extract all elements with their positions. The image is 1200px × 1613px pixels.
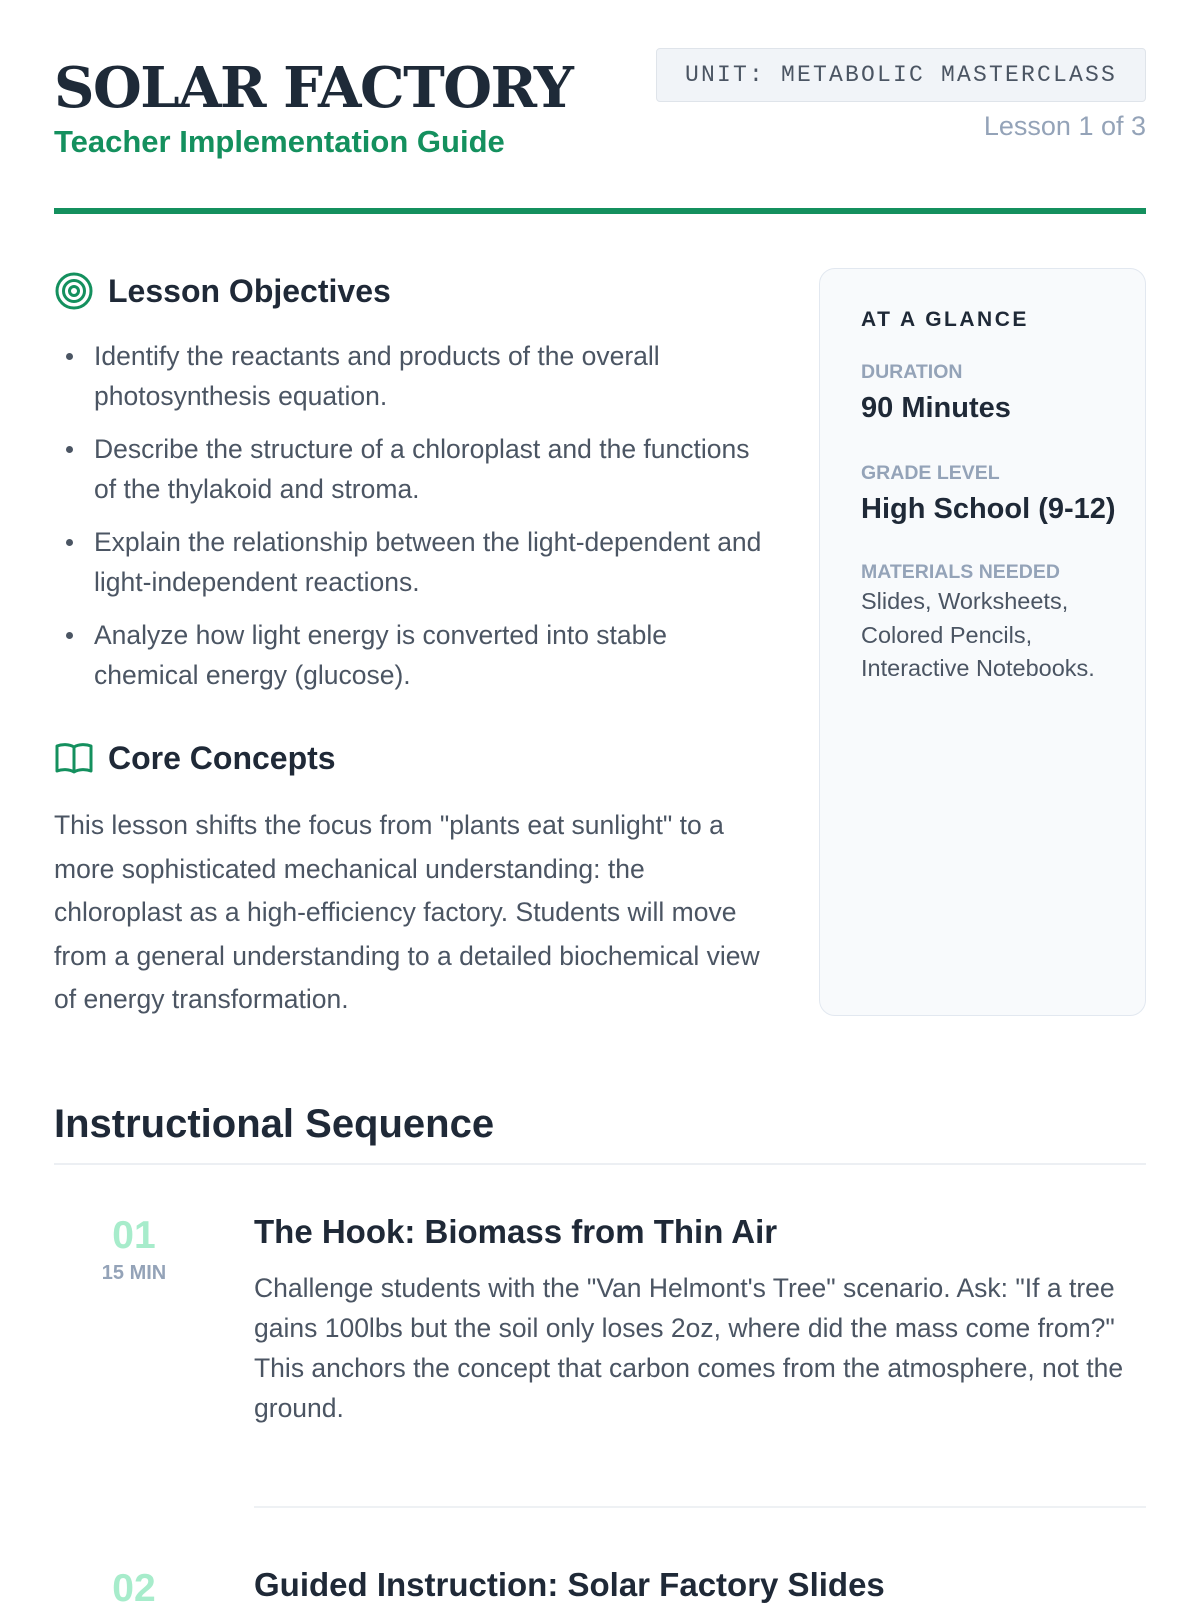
page-title: SOLAR FACTORY	[54, 55, 573, 121]
bullet-icon	[66, 353, 73, 360]
grade-level-label: GRADE LEVEL	[861, 462, 1000, 484]
step-number: 02	[112, 1567, 156, 1610]
duration-value: 90 Minutes	[861, 392, 1011, 424]
book-icon	[54, 738, 94, 778]
core-concepts-text: This lesson shifts the focus from "plants eat sunlight" to a more sophisticated mechanical understanding: the chloroplast as a high-efficiency factory. Students will move from a general understanding to a detailed biochemical view of energy transformation.	[54, 810, 760, 1014]
objective-text: Describe the structure of a chloroplast and the functions of the thylakoid and stroma.	[94, 434, 750, 504]
sequence-divider	[54, 1163, 1146, 1165]
bullet-icon	[66, 632, 73, 639]
materials-value: Slides, Worksheets, Colored Pencils, Interactive Notebooks.	[861, 588, 1095, 681]
list-item	[54, 615, 774, 695]
step-title: Guided Instruction: Solar Factory Slides	[254, 1566, 885, 1603]
header-divider	[54, 208, 1146, 214]
list-item	[54, 336, 774, 416]
core-concepts-header	[54, 733, 774, 783]
glance-title: AT A GLANCE	[861, 308, 1029, 331]
lesson-guide-page	[54, 0, 1146, 1610]
duration-label: DURATION	[861, 361, 963, 383]
bullet-icon	[66, 446, 73, 453]
page-subtitle: Teacher Implementation Guide	[54, 124, 505, 159]
objectives-heading: Lesson Objectives	[108, 273, 391, 309]
step-time: 15 MIN	[101, 1262, 167, 1284]
core-concepts-heading: Core Concepts	[108, 740, 336, 776]
objective-text: Explain the relationship between the light-dependent and light-independent reactions.	[94, 527, 762, 597]
at-a-glance-card	[819, 268, 1146, 1016]
bullet-icon	[66, 539, 73, 546]
list-item	[54, 429, 774, 509]
materials-label: MATERIALS NEEDED	[861, 561, 1060, 583]
unit-badge: UNIT: METABOLIC MASTERCLASS	[656, 48, 1146, 102]
objective-text: Identify the reactants and products of the overall photosynthesis equation.	[94, 341, 660, 411]
page-header	[54, 48, 1146, 164]
objective-text: Analyze how light energy is converted into stable chemical energy (glucose).	[94, 620, 668, 690]
step-divider	[254, 1506, 1146, 1508]
step-title: The Hook: Biomass from Thin Air	[254, 1213, 778, 1250]
grade-level-value: High School (9-12)	[861, 493, 1116, 525]
sequence-heading: Instructional Sequence	[54, 1102, 495, 1146]
objectives-header	[54, 266, 774, 316]
step-number: 01	[112, 1214, 156, 1257]
lesson-count: Lesson 1 of 3	[983, 111, 1146, 141]
main-content	[54, 266, 774, 1014]
target-icon	[54, 271, 94, 311]
objectives-list	[54, 336, 774, 708]
list-item	[54, 522, 774, 602]
step-description: Challenge students with the "Van Helmont's Tree" scenario. Ask: "If a tree gains 100lbs but the soil only loses 2oz, where did the mass come from?" This anchors the concept that carbon comes from the atmosphere, not the ground.	[254, 1273, 1124, 1423]
